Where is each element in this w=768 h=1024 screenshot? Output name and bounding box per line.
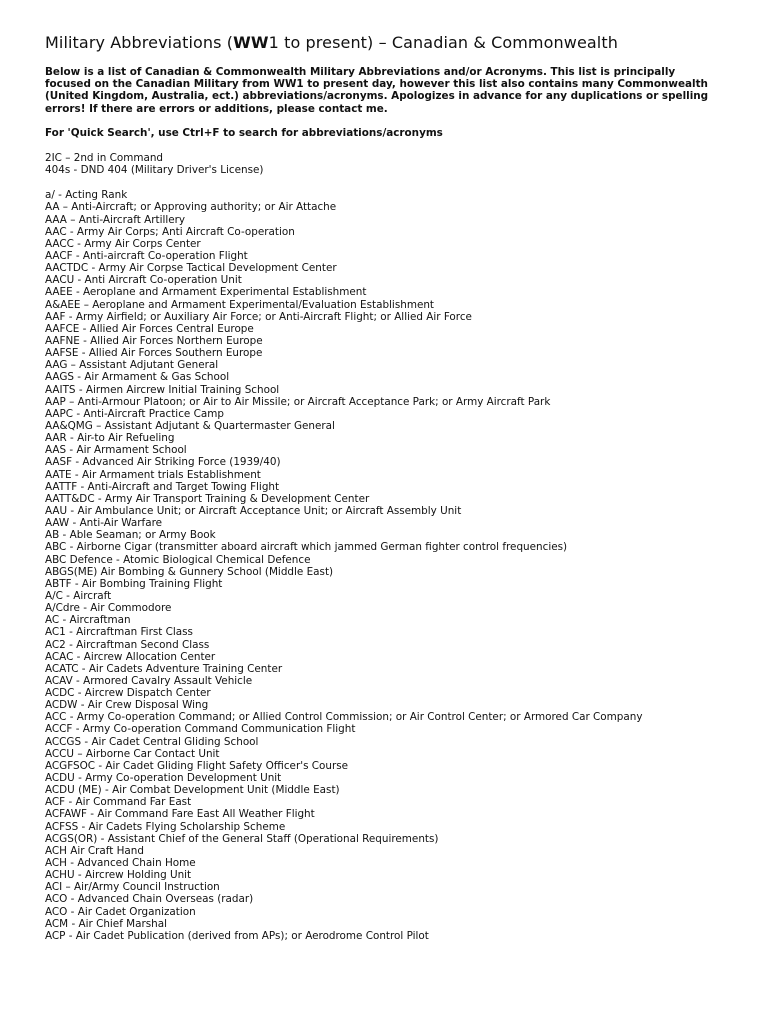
abbreviation-entry: AATE - Air Armament trials Establishment — [45, 468, 261, 481]
abbreviation-entry: ACF - Air Command Far East — [45, 796, 192, 809]
abbreviation-entry: A&AEE – Aeroplane and Armament Experimental/Evaluation Establishment — [45, 298, 434, 311]
abbreviation-entry: ACGFSOC - Air Cadet Gliding Flight Safety Officer's Course — [45, 759, 349, 772]
abbreviation-entry: AAGS - Air Armament & Gas School — [45, 371, 230, 384]
numeric-abbreviation-list — [45, 152, 735, 176]
title-bold: WW — [233, 33, 269, 52]
abbreviation-entry: ACCF - Army Co-operation Command Communication Flight — [45, 723, 356, 736]
abbreviation-entry: AACU - Anti Aircraft Co-operation Unit — [45, 274, 242, 287]
abbreviation-entry: ACDC - Aircrew Dispatch Center — [45, 687, 211, 700]
abbreviation-entry: AAU - Air Ambulance Unit; or Aircraft Acceptance Unit; or Aircraft Assembly Unit — [45, 504, 462, 517]
abbreviation-entry: AB - Able Seaman; or Army Book — [45, 529, 216, 542]
abbreviation-entry: AAA – Anti-Aircraft Artillery — [45, 213, 186, 226]
abbreviation-entry: ACO - Advanced Chain Overseas (radar) — [45, 893, 254, 906]
abbreviation-entry: ACP - Air Cadet Publication (derived from APs); or Aerodrome Control Pilot — [45, 929, 429, 942]
abbreviation-entry: ACATC - Air Cadets Adventure Training Center — [45, 662, 283, 675]
abbreviation-entry: AAG – Assistant Adjutant General — [45, 359, 219, 372]
abbreviation-entry: AAPC - Anti-Aircraft Practice Camp — [45, 407, 224, 420]
abbreviation-entry: AC2 - Aircraftman Second Class — [45, 638, 210, 651]
abbreviation-entry: ABTF - Air Bombing Training Flight — [45, 577, 223, 590]
abbreviation-entry: ACC - Army Co-operation Command; or Allied Control Commission; or Air Control Center; or Armored Car Company — [45, 711, 643, 724]
abbreviation-entry: AAITS - Airmen Aircrew Initial Training School — [45, 383, 280, 396]
abbreviation-entry: AAFNE - Allied Air Forces Northern Europe — [45, 334, 263, 347]
abbreviation-entry: AASF - Advanced Air Striking Force (1939/40) — [45, 456, 281, 469]
abbreviation-entry: ACAV - Armored Cavalry Assault Vehicle — [45, 674, 253, 687]
abbreviation-entry: AAW - Anti-Air Warfare — [45, 517, 163, 530]
abbreviation-entry: AA&QMG – Assistant Adjutant & Quartermaster General — [45, 419, 335, 432]
abbreviation-entry: AAP – Anti-Armour Platoon; or Air to Air Missile; or Aircraft Acceptance Park; or Army Aircraft Park — [45, 395, 551, 408]
abbreviation-entry: ACH Air Craft Hand — [45, 844, 144, 857]
intro-paragraph: Below is a list of Canadian & Commonwealth Military Abbreviations and/or Acronyms. This list is principally focused on the Canadian Military from WW1 to present day, however this list also contains many Commonwealth (United Kingdom, Australia, ect.) abbreviations/acronyms. Apologizes in advance for any duplications or spelling errors! If there are errors or additions, please contact me. — [45, 66, 709, 115]
abbreviation-entry: ACDU - Army Co-operation Development Unit — [45, 772, 282, 785]
abbreviation-entry: ABGS(ME) Air Bombing & Gunnery School (Middle East) — [45, 565, 334, 578]
abbreviation-entry: AAR - Air-to Air Refueling — [45, 432, 175, 445]
title-suffix: 1 to present) – Canadian & Commonwealth — [268, 33, 618, 52]
abbreviation-entry: AACC - Army Air Corps Center — [45, 237, 201, 250]
abbreviation-entry: AATT&DC - Army Air Transport Training & Development Center — [45, 492, 370, 505]
abbreviation-entry: ACFSS - Air Cadets Flying Scholarship Scheme — [45, 820, 286, 833]
quick-search-note: For 'Quick Search', use Ctrl+F to search for abbreviations/acronyms — [45, 126, 443, 139]
abbreviation-entry: ACCU – Airborne Car Contact Unit — [45, 747, 220, 760]
abbreviation-entry: ABC Defence - Atomic Biological Chemical Defence — [45, 553, 311, 566]
abbreviation-entry: AC1 - Aircraftman First Class — [45, 626, 193, 639]
document-page — [45, 33, 735, 942]
abbreviation-entry: AAS - Air Armament School — [45, 444, 187, 457]
abbreviation-entry: AAFCE - Allied Air Forces Central Europe — [45, 322, 254, 335]
abbreviation-entry: a/ - Acting Rank — [45, 189, 128, 202]
title-prefix: Military Abbreviations ( — [45, 33, 234, 52]
abbreviation-entry: AACF - Anti-aircraft Co-operation Flight — [45, 250, 248, 262]
abbreviation-entry: ACO - Air Cadet Organization — [45, 905, 196, 918]
abbreviation-entry: ACH - Advanced Chain Home — [45, 857, 196, 870]
page-title — [45, 33, 735, 53]
abbreviation-entry: ACDW - Air Crew Disposal Wing — [45, 699, 209, 712]
abbreviation-list — [45, 189, 735, 942]
abbreviation-entry: A/Cdre - Air Commodore — [45, 602, 172, 615]
abbreviation-entry: AACTDC - Army Air Corpse Tactical Development Center — [45, 262, 337, 275]
abbreviation-entry: 404s - DND 404 (Military Driver's License) — [45, 164, 264, 177]
abbreviation-entry: AATTF - Anti-Aircraft and Target Towing Flight — [45, 480, 280, 493]
abbreviation-entry: AAC - Army Air Corps; Anti Aircraft Co-operation — [45, 225, 295, 238]
abbreviation-entry: 2IC – 2nd in Command — [45, 152, 164, 165]
abbreviation-entry: ABC - Airborne Cigar (transmitter aboard aircraft which jammed German fighter control frequencies) — [45, 541, 568, 554]
abbreviation-entry: AAF - Army Airfield; or Auxiliary Air Force; or Anti-Aircraft Flight; or Allied Air Force — [45, 310, 472, 323]
abbreviation-entry: ACHU - Aircrew Holding Unit — [45, 869, 192, 882]
abbreviation-entry: AC - Aircraftman — [45, 614, 131, 627]
abbreviation-entry: ACFAWF - Air Command Fare East All Weather Flight — [45, 808, 315, 821]
abbreviation-entry: AAFSE - Allied Air Forces Southern Europe — [45, 347, 263, 360]
abbreviation-entry: ACI – Air/Army Council Instruction — [45, 881, 220, 894]
abbreviation-entry: ACM - Air Chief Marshal — [45, 917, 168, 930]
abbreviation-entry: ACAC - Aircrew Allocation Center — [45, 650, 216, 663]
abbreviation-entry: AA – Anti-Aircraft; or Approving authority; or Air Attache — [45, 201, 337, 214]
abbreviation-entry: ACDU (ME) - Air Combat Development Unit (Middle East) — [45, 784, 340, 797]
abbreviation-entry: ACGS(OR) - Assistant Chief of the General Staff (Operational Requirements) — [45, 832, 439, 845]
abbreviation-entry: ACCGS - Air Cadet Central Gliding School — [45, 735, 259, 748]
abbreviation-entry: A/C - Aircraft — [45, 589, 112, 602]
abbreviation-entry: AAEE - Aeroplane and Armament Experimental Establishment — [45, 286, 367, 299]
